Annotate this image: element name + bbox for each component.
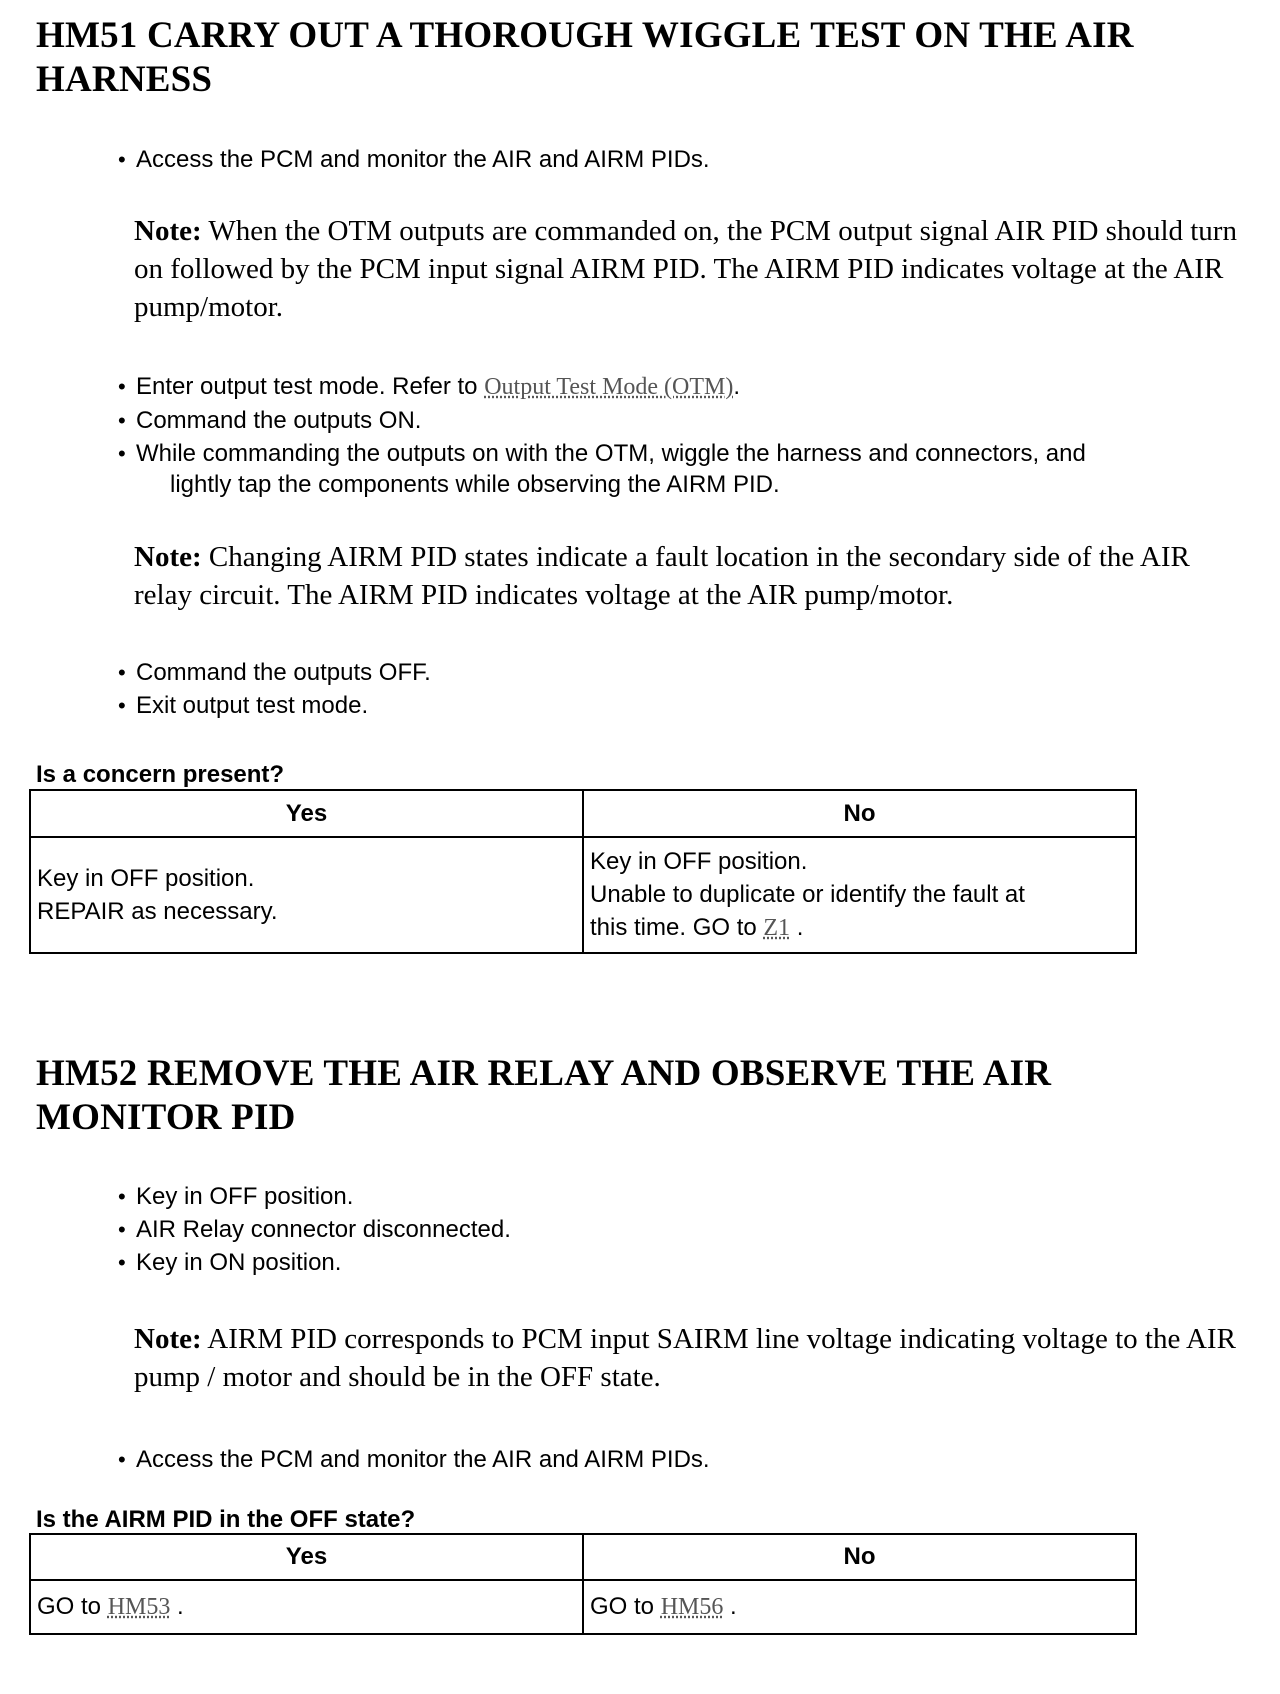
bullet-icon: •	[118, 441, 126, 466]
cell-text: GO to	[37, 1593, 108, 1620]
note-text: Changing AIRM PID states indicate a fault location in the secondary side of the AIR relay circuit. The AIRM PID indicates voltage at the AIR pump/motor.	[134, 541, 1190, 611]
list-item-text: Access the PCM and monitor the AIR and AIRM PIDs.	[136, 1446, 710, 1473]
list-item	[118, 689, 1238, 722]
cell-text: this time. GO to	[590, 914, 764, 941]
note-label: Note:	[134, 541, 202, 573]
cell-text: .	[790, 914, 804, 941]
note-text: When the OTM outputs are commanded on, the PCM output signal AIR PID should turn on followed by the PCM input signal AIRM PID. The AIRM PID indicates voltage at the AIR pump/motor.	[134, 215, 1237, 323]
hm51-answer-table	[29, 789, 1137, 954]
hm51-bullets-b	[118, 370, 1238, 500]
step-title-hm52: HM52 REMOVE THE AIR RELAY AND OBSERVE THE AIR MONITOR PID	[36, 1053, 1052, 1138]
list-item-text: lightly tap the components while observing the AIRM PID.	[170, 471, 780, 498]
cell-text: GO to	[590, 1593, 661, 1620]
no-header: No	[583, 790, 1136, 837]
cell-text: Key in OFF position.	[590, 848, 808, 875]
bullet-icon: •	[118, 660, 126, 685]
bullet-icon: •	[118, 1217, 126, 1242]
list-item-text: .	[733, 373, 741, 400]
bullet-icon: •	[118, 1250, 126, 1275]
list-item	[118, 1213, 1238, 1246]
list-item	[118, 437, 1238, 500]
yes-header: Yes	[30, 1534, 583, 1580]
hm51-note-2	[134, 538, 1244, 614]
yes-cell	[30, 837, 583, 953]
list-item-text: AIR Relay connector disconnected.	[136, 1216, 511, 1243]
hm51-question: Is a concern present?	[36, 761, 285, 788]
hm52-answer-table	[29, 1533, 1137, 1635]
list-item-text: Key in OFF position.	[136, 1183, 354, 1210]
hm51-bullets-a	[118, 143, 1238, 176]
list-item	[118, 1180, 1238, 1213]
list-item	[118, 404, 1238, 437]
list-item	[118, 370, 1238, 404]
hm51-note-1	[134, 212, 1244, 326]
hm53-link[interactable]: HM53	[107, 1594, 171, 1620]
bullet-icon: •	[118, 693, 126, 718]
bullet-icon: •	[118, 1447, 126, 1472]
list-item	[118, 1443, 1238, 1476]
list-item	[118, 1246, 1238, 1279]
cell-text: Key in OFF position.	[37, 865, 255, 892]
list-item-text: Access the PCM and monitor the AIR and AIRM PIDs.	[136, 146, 710, 173]
hm52-note	[134, 1320, 1244, 1396]
note-text: AIRM PID corresponds to PCM input SAIRM line voltage indicating voltage to the AIR pump / motor and should be in the OFF state.	[134, 1323, 1236, 1393]
list-item-text: Command the outputs ON.	[136, 407, 422, 434]
list-item	[118, 656, 1238, 689]
yes-cell	[30, 1580, 583, 1634]
list-item-text: Key in ON position.	[136, 1249, 342, 1276]
note-label: Note:	[134, 1323, 202, 1355]
list-item-text: While commanding the outputs on with the OTM, wiggle the harness and connectors, and	[136, 440, 1086, 467]
cell-text: Unable to duplicate or identify the fault at	[590, 881, 1025, 908]
yes-header: Yes	[30, 790, 583, 837]
z1-link[interactable]: Z1	[763, 915, 791, 941]
list-item	[118, 143, 1238, 176]
bullet-icon: •	[118, 1184, 126, 1209]
hm56-link[interactable]: HM56	[660, 1594, 724, 1620]
otm-link[interactable]: Output Test Mode (OTM)	[484, 374, 734, 400]
hm52-bullets-b	[118, 1443, 1238, 1476]
hm52-question: Is the AIRM PID in the OFF state?	[36, 1506, 416, 1533]
bullet-icon: •	[118, 147, 126, 172]
hm52-bullets-a	[118, 1180, 1238, 1279]
cell-text: REPAIR as necessary.	[37, 898, 278, 925]
bullet-icon: •	[118, 374, 126, 399]
cell-text: .	[170, 1593, 184, 1620]
list-item-text: Enter output test mode. Refer to	[136, 373, 485, 400]
no-header: No	[583, 1534, 1136, 1580]
cell-text	[590, 911, 1129, 945]
bullet-icon: •	[118, 408, 126, 433]
no-cell	[583, 1580, 1136, 1634]
cell-text: .	[723, 1593, 737, 1620]
step-title-hm51: HM51 CARRY OUT A THOROUGH WIGGLE TEST ON THE AIR HARNESS	[36, 15, 1134, 100]
list-item-text: Command the outputs OFF.	[136, 659, 431, 686]
note-label: Note:	[134, 215, 202, 247]
no-cell	[583, 837, 1136, 953]
list-item-text: Exit output test mode.	[136, 692, 369, 719]
hm51-bullets-c	[118, 656, 1238, 722]
